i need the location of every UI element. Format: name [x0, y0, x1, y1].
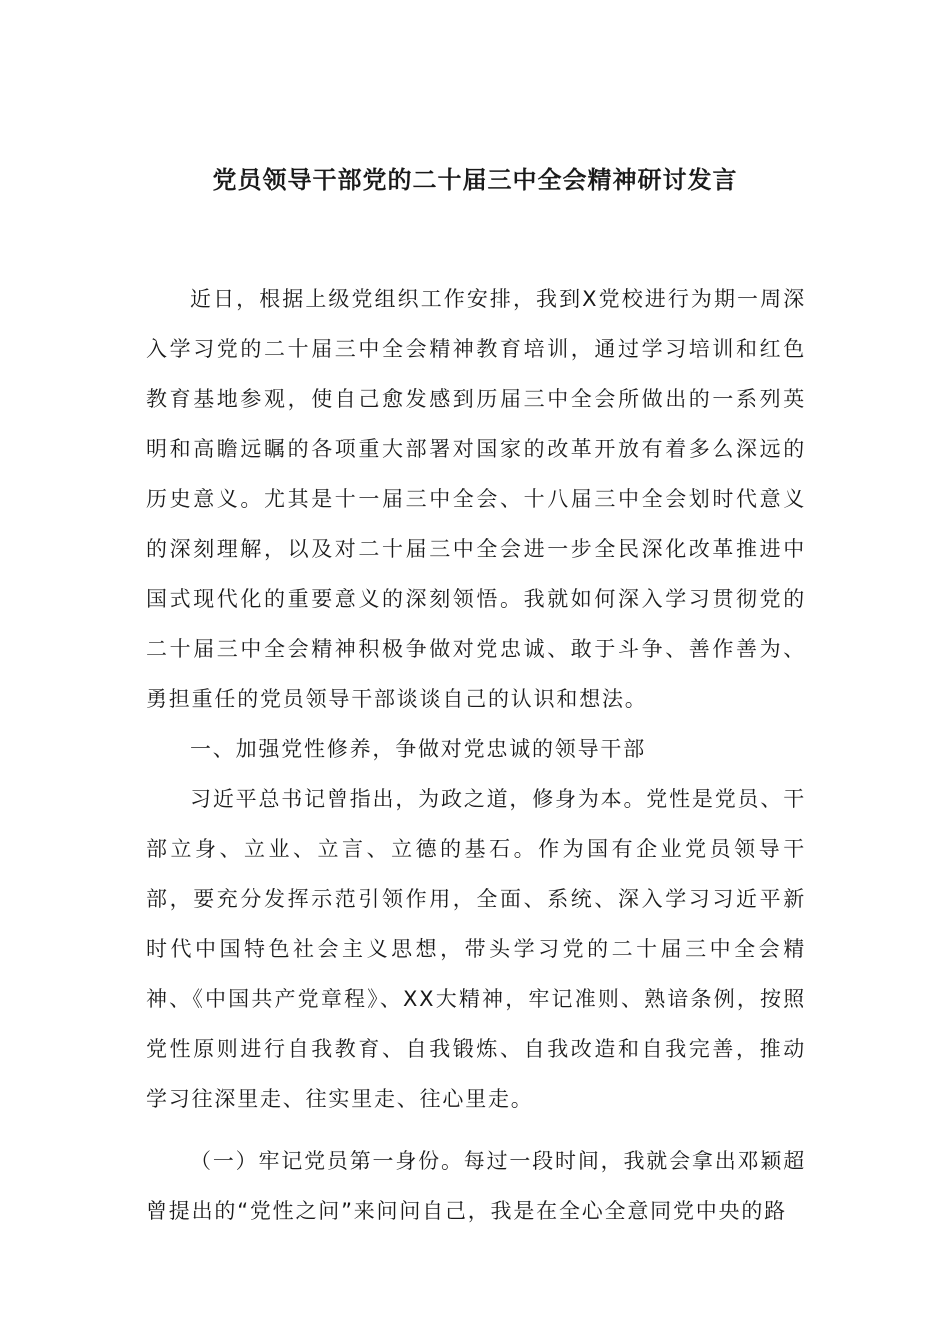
subsection-1-paragraph: （一）牢记党员第一身份。每过一段时间，我就会拿出邓颖超曾提出的“党性之问”来问问自己，我是在全心全意同党中央的路: [146, 1149, 806, 1223]
document-title: 党员领导干部党的二十届三中全会精神研讨发言: [212, 165, 738, 194]
intro-paragraph: 近日，根据上级党组织工作安排，我到X党校进行为期一周深入学习党的二十届三中全会精神教育培训，通过学习培训和红色教育基地参观，使自己愈发感到历届三中全会所做出的一系列英明和高瞻远瞩的各项重大部署对国家的改革开放有着多么深远的历史意义。尤其是十一届三中全会、十八届三中全会划时代意义的深刻理解，以及对二十届三中全会进一步全民深化改革推进中国式现代化的重要意义的深刻领悟。我就如何深入学习贯彻党的二十届三中全会精神积极争做对党忠诚、敢于斗争、善作善为、勇担重任的党员领导干部谈谈自己的认识和想法。: [146, 287, 806, 711]
section-1-paragraph: 习近平总书记曾指出，为政之道，修身为本。党性是党员、干部立身、立业、立言、立德的基石。作为国有企业党员领导干部，要充分发挥示范引领作用，全面、系统、深入学习习近平新时代中国特色社会主义思想，带头学习党的二十届三中全会精神、《中国共产党章程》、XX大精神，牢记准则、熟谙条例，按照党性原则进行自我教育、自我锻炼、自我改造和自我完善，推动学习往深里走、往实里走、往心里走。: [146, 787, 806, 1111]
section-heading-1: 一、加强党性修养，争做对党忠诚的领导干部: [190, 737, 646, 761]
document-body: [146, 274, 806, 1236]
